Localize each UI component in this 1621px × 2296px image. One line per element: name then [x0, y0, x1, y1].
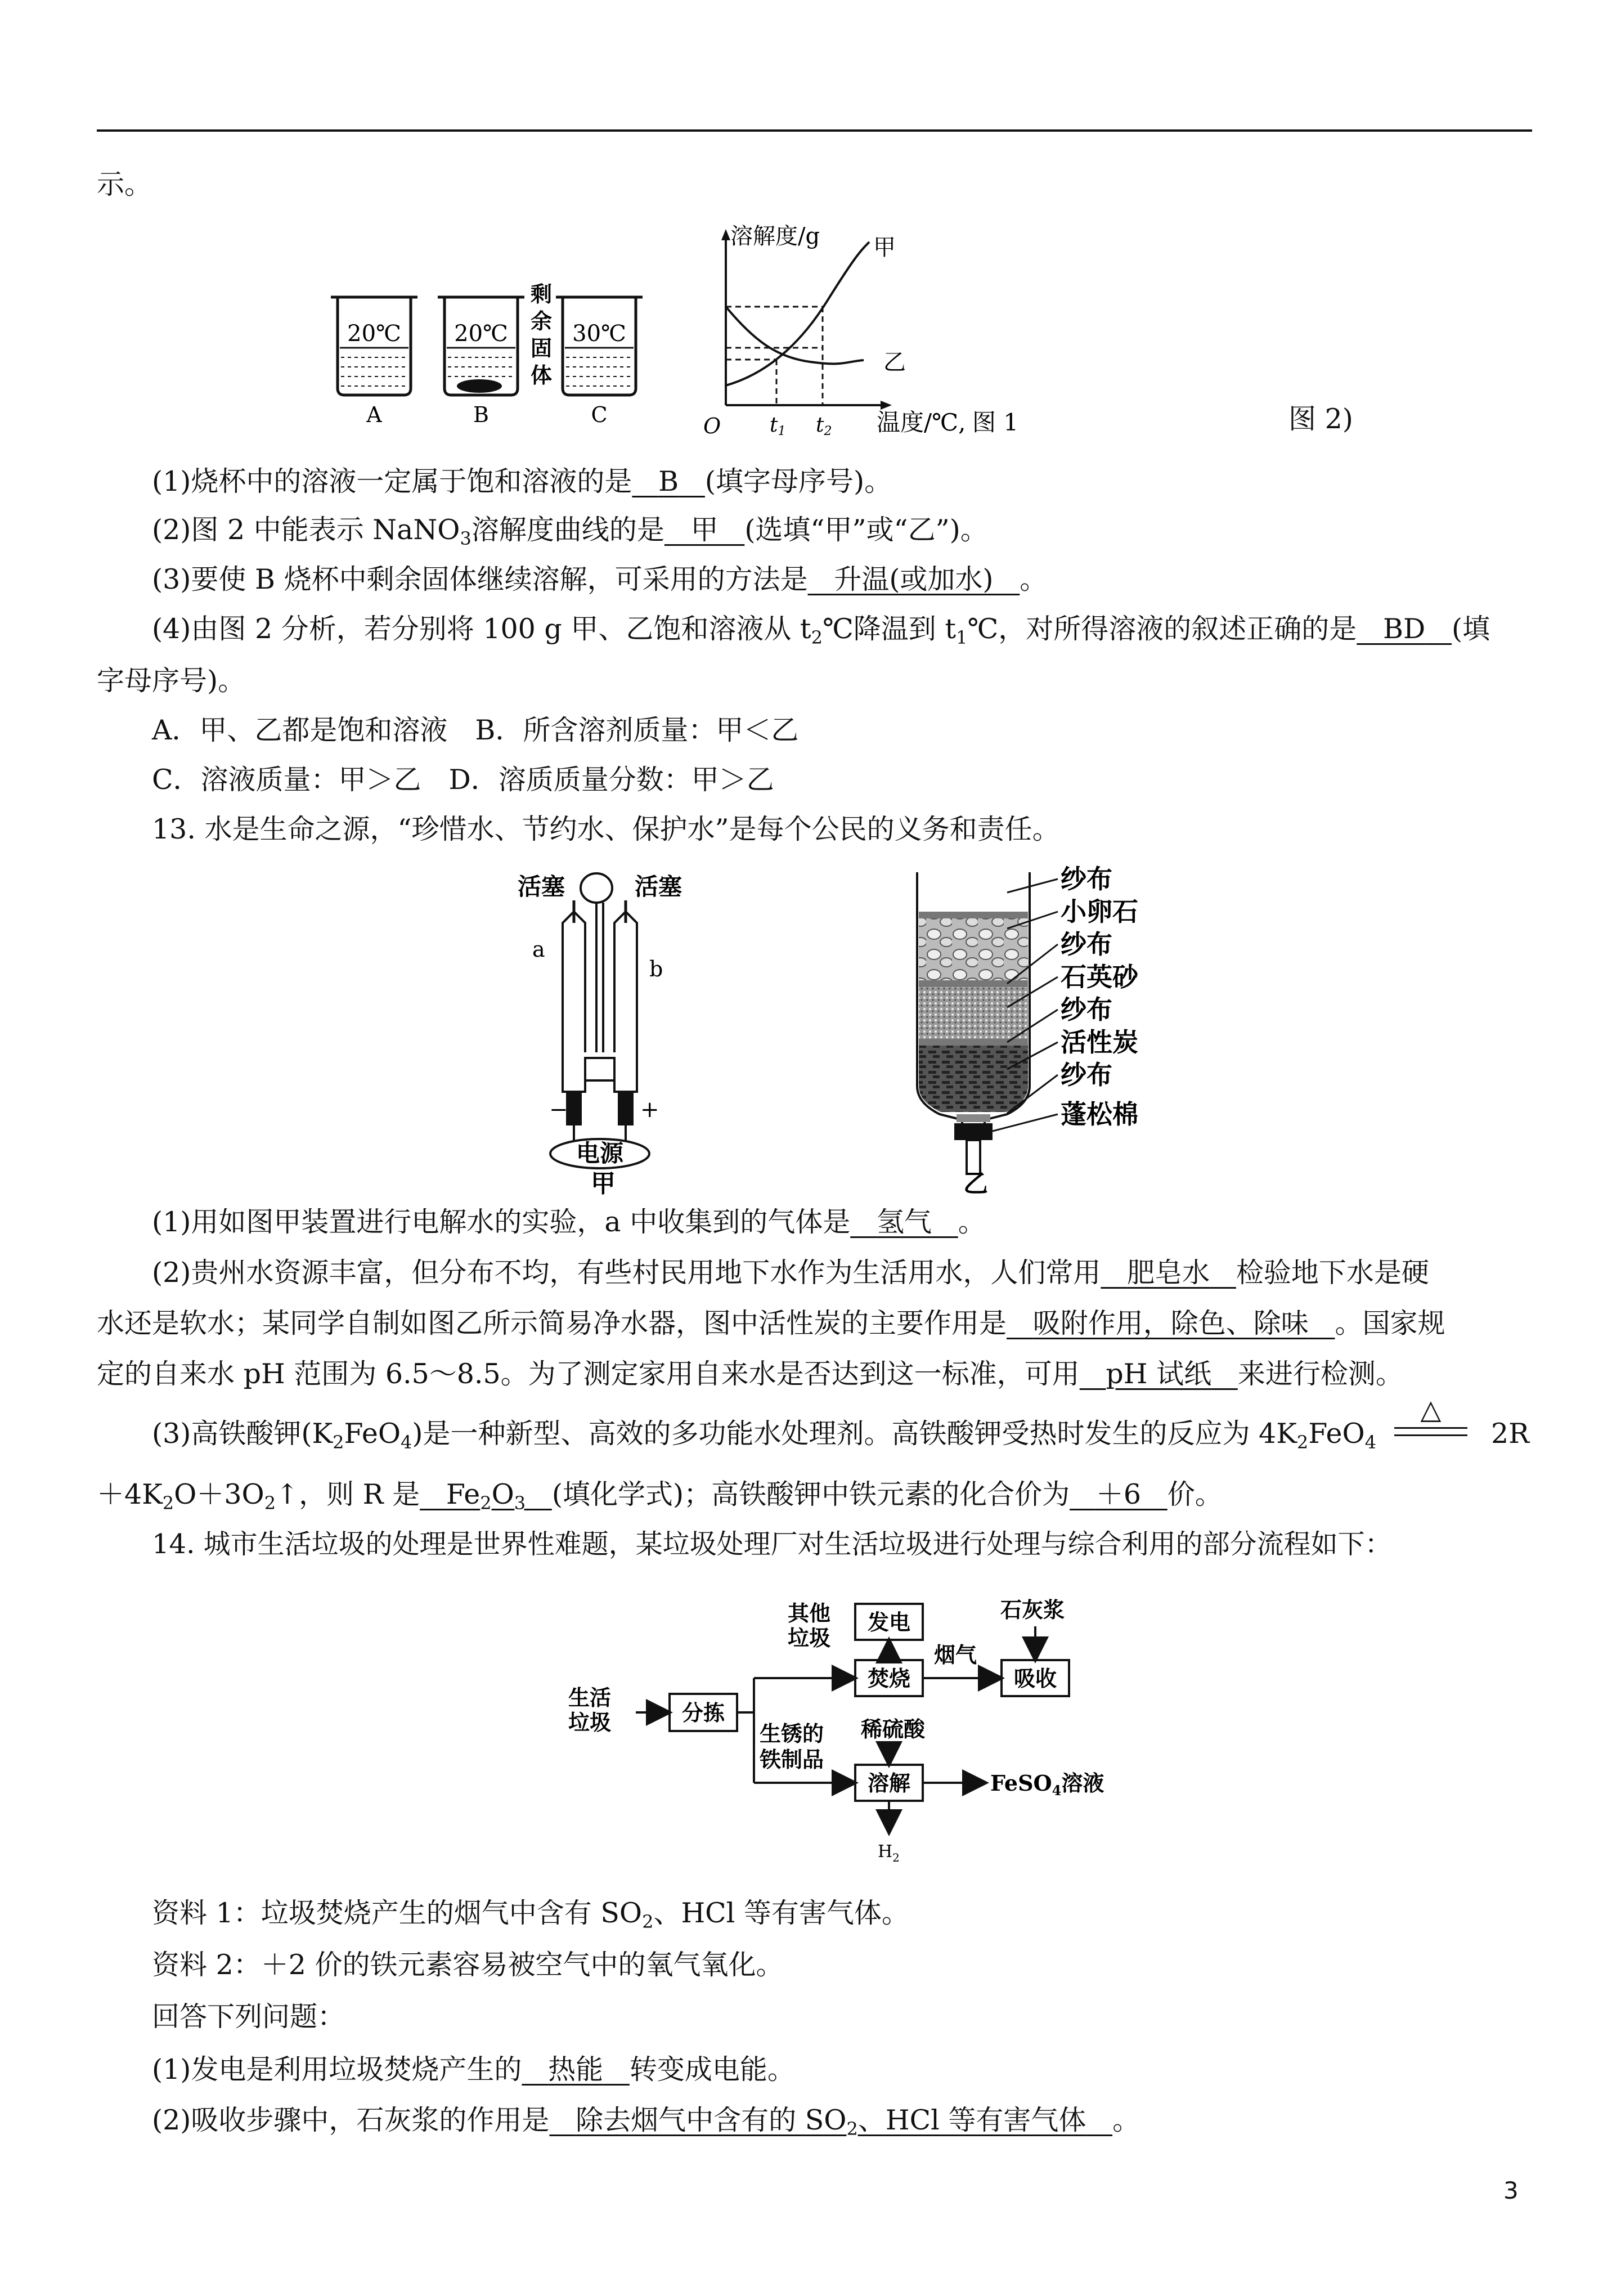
q14-stem: 14. 城市生活垃圾的处理是世界性难题，某垃圾处理厂对生活垃圾进行处理与综合利用的部分流程如下：: [152, 1528, 1392, 1560]
beaker-b-label: B: [473, 402, 489, 427]
flow-power: 发电: [867, 1609, 911, 1635]
fig2-caption: 图 2): [1288, 403, 1353, 435]
q13-answer3a[interactable]: $Fe_2O_3$: [446, 1478, 526, 1514]
layer-gauze-2: 纱布: [1061, 929, 1112, 959]
curve-yi: [726, 307, 864, 364]
valve-right-label: 活塞: [635, 873, 682, 900]
beaker-b-note-2: 余: [530, 308, 553, 334]
flow-gas: $H_2$: [878, 1842, 900, 1864]
q13-part1: (1)用如图甲装置进行电解水的实验，a 中收集到的气体是 氢气 。: [152, 1206, 986, 1238]
power-supply-label: 电源: [576, 1140, 624, 1167]
q14-part1: (1)发电是利用垃圾焚烧产生的 热能 转变成电能。: [152, 2053, 795, 2086]
q13-answer3b[interactable]: ＋6: [1095, 1478, 1141, 1510]
q13-part2-line3: 定的自来水 pH 范围为 6.5～8.5。为了测定家用自来水是否达到这一标准，可用 pH 试纸 来进行检测。: [97, 1358, 1403, 1390]
q13-answer2a[interactable]: 肥皂水: [1127, 1257, 1210, 1289]
beaker-c: [556, 297, 643, 427]
x-axis-label: 温度/℃,: [877, 409, 966, 436]
q13-part3-end: 2R: [1491, 1418, 1530, 1450]
flow-smoke: 烟气: [934, 1642, 977, 1667]
q12-part4: (4)由图 2 分析，若分别将 100 g 甲、乙饱和溶液从 $t_2℃$降温到 $t_1℃$，对所得溶液的叙述正确的是 BD (填: [152, 613, 1490, 648]
q12-answer4[interactable]: BD: [1383, 613, 1426, 645]
flow-other-1: 其他: [788, 1600, 831, 1626]
valve-left-label: 活塞: [518, 873, 565, 900]
reaction-condition: △: [1394, 1396, 1467, 1436]
curve-jia-label: 甲: [873, 235, 896, 261]
fig-yi-caption: 乙: [963, 1169, 988, 1198]
q13-part3-line2: $+4K_2O+3O_2↑$，则 R 是 $Fe_2O_3$ (填化学式)；高铁酸钾中铁元素的化合价为 ＋6 价。: [97, 1478, 1223, 1514]
flow-product: FeSO$_4$溶液: [990, 1770, 1104, 1799]
layer-gauze-1: 纱布: [1061, 864, 1112, 894]
beaker-figure: [315, 281, 686, 433]
flow-acid: 稀硫酸: [861, 1716, 926, 1742]
flow-rusty-1: 生锈的: [760, 1721, 824, 1746]
fig-jia-caption: 甲: [591, 1169, 616, 1198]
flow-dissolve: 溶解: [867, 1770, 911, 1796]
solubility-figure: [698, 222, 1103, 436]
flow-input-2: 垃圾: [568, 1710, 612, 1735]
beaker-c-temp: 30℃: [572, 321, 626, 347]
t2-label: t2: [816, 414, 832, 438]
waste-flow-diagram: [563, 1593, 1125, 1874]
q13-answer2b[interactable]: 吸附作用，除色、除味: [1032, 1307, 1309, 1339]
minus-terminal: −: [549, 1097, 568, 1123]
flow-absorb: 吸收: [1013, 1666, 1057, 1691]
tube-b-label: b: [649, 957, 663, 981]
flow-input-1: 生活: [568, 1685, 612, 1710]
flow-burn: 焚烧: [867, 1666, 911, 1691]
page-number: 3: [1503, 2177, 1519, 2204]
layer-activated-carbon: 活性炭: [1061, 1027, 1138, 1057]
q13-stem: 13. 水是生命之源，“珍惜水、节约水、保护水”是每个公民的义务和责任。: [152, 813, 1060, 845]
q14-part2: (2)吸收步骤中，石灰浆的作用是 除去烟气中含有的 $SO_2$、HCl 等有害气体 。: [152, 2104, 1140, 2140]
q14-info2: 资料 2：＋2 价的铁元素容易被空气中的氧气氧化。: [152, 1949, 784, 1981]
q12-options-cd: C．溶液质量：甲＞乙 D．溶质质量分数：甲＞乙: [152, 764, 774, 796]
q13-part3: (3)高铁酸钾$(K_2FeO_4)$是一种新型、高效的多功能水处理剂。高铁酸钾受热时发生的反应为 $4K_2FeO_4$: [152, 1418, 1377, 1453]
layer-gauze-4: 纱布: [1061, 1060, 1112, 1090]
q13-answer1[interactable]: 氢气: [876, 1206, 932, 1238]
q12-answer1[interactable]: B: [658, 465, 679, 497]
fig1-caption: 图 1: [972, 409, 1019, 436]
q13-part2: (2)贵州水资源丰富，但分布不均，有些村民用地下水作为生活用水，人们常用 肥皂水 检验地下水是硬: [152, 1257, 1429, 1289]
beaker-b-temp: 20℃: [454, 321, 508, 347]
water-filter-figure: [900, 864, 1215, 1198]
plus-terminal: +: [640, 1097, 659, 1123]
beaker-b-note-1: 剩: [530, 281, 553, 307]
t1-label: t1: [770, 414, 786, 438]
beaker-b-note-3: 固: [530, 335, 553, 361]
flow-other-2: 垃圾: [788, 1625, 831, 1651]
flow-lime: 石灰浆: [1000, 1597, 1065, 1622]
layer-quartz-sand: 石英砂: [1061, 962, 1138, 992]
q14-prompt: 回答下列问题：: [152, 2001, 345, 2033]
flow-rusty-2: 铁制品: [760, 1747, 824, 1772]
text-fragment: 示。: [97, 168, 152, 200]
beaker-a-temp: 20℃: [347, 321, 401, 347]
header-rule: [97, 129, 1532, 132]
electrolysis-figure: [512, 867, 760, 1198]
layer-pebble: 小卵石: [1061, 896, 1138, 927]
q14-info1: 资料 1：垃圾焚烧产生的烟气中含有 $SO_2$、HCl 等有害气体。: [152, 1897, 909, 1932]
q12-part3: (3)要使 B 烧杯中剩余固体继续溶解，可采用的方法是 升温(或加水) 。: [152, 563, 1048, 595]
beaker-a: [331, 297, 417, 427]
q12-part4-cont: 字母序号)。: [97, 665, 246, 697]
residual-solid: [457, 379, 502, 393]
origin-label: O: [703, 414, 721, 438]
q12-part2: (2)图 2 中能表示 NaNO$_3$溶解度曲线的是 甲 (选填“甲”或“乙”)。: [152, 514, 988, 549]
q12-answer2[interactable]: 甲: [690, 514, 719, 546]
q13-answer2c[interactable]: pH 试纸: [1106, 1358, 1212, 1390]
layer-gauze-3: 纱布: [1061, 994, 1112, 1025]
tube-a-label: a: [532, 937, 545, 962]
q12-part1: (1)烧杯中的溶液一定属于饱和溶液的是 B (填字母序号)。: [152, 465, 892, 497]
q14-answer2[interactable]: 除去烟气中含有的 $SO_2$、HCl 等有害气体: [576, 2104, 1086, 2140]
beaker-c-label: C: [591, 402, 608, 427]
beaker-b: [438, 281, 552, 427]
beaker-b-note-4: 体: [530, 362, 553, 388]
q13-part2-line2: 水还是软水；某同学自制如图乙所示简易净水器，图中活性炭的主要作用是 吸附作用，除色、除味 。国家规: [97, 1307, 1445, 1339]
q12-answer3[interactable]: 升温(或加水): [834, 563, 994, 595]
flow-sort: 分拣: [681, 1700, 725, 1725]
q12-options-ab: A．甲、乙都是饱和溶液 B．所含溶剂质量：甲＜乙: [152, 714, 799, 746]
layer-cotton: 蓬松棉: [1061, 1099, 1138, 1129]
curve-jia: [726, 242, 869, 385]
beaker-a-label: A: [366, 402, 382, 427]
q14-answer1[interactable]: 热能: [548, 2053, 604, 2086]
curve-yi-label: 乙: [883, 349, 906, 375]
y-axis-label: 溶解度/g: [730, 223, 820, 249]
